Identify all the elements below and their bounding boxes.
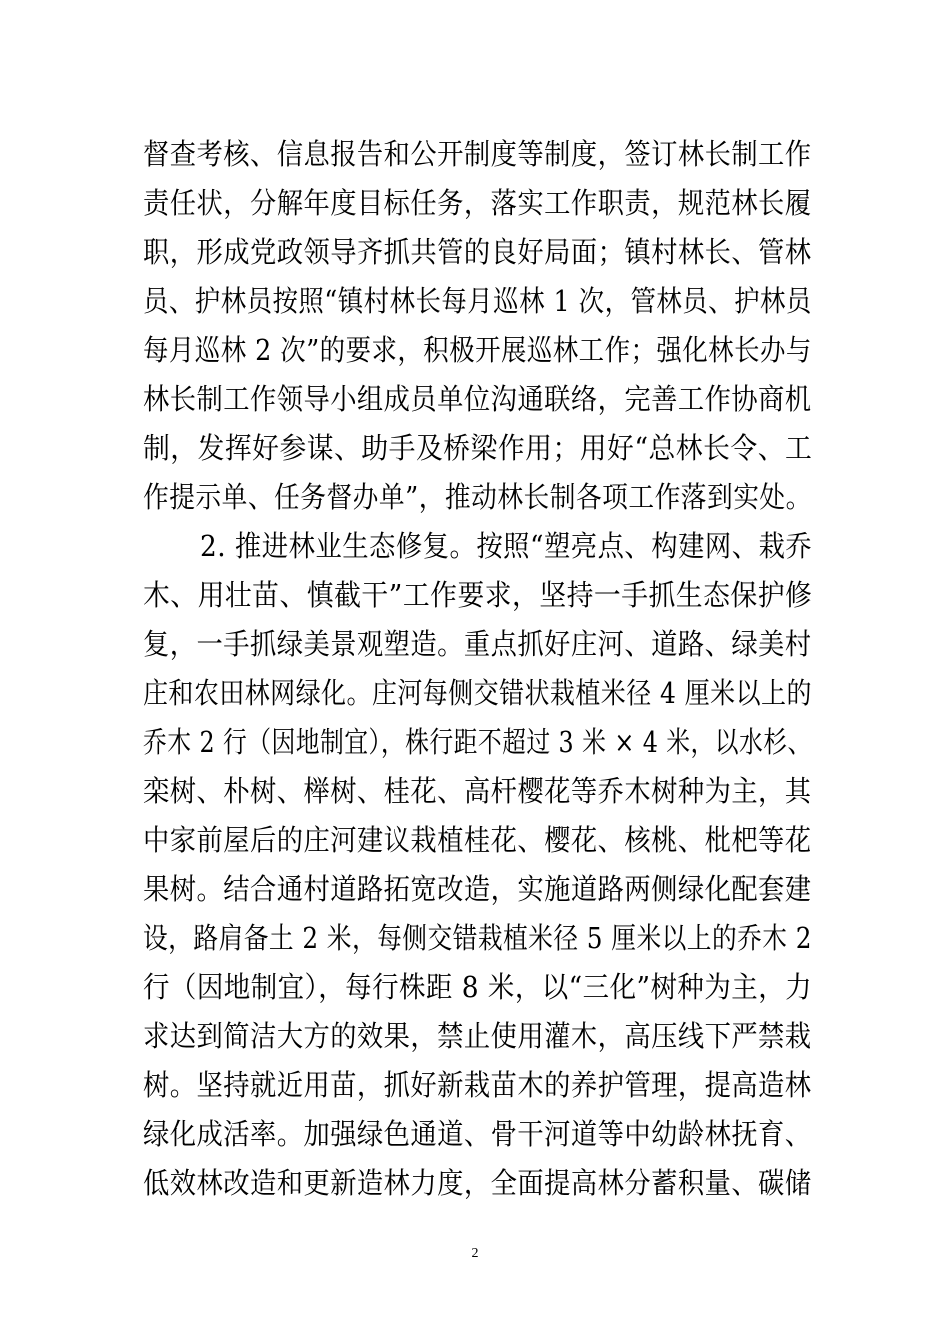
text-line: 职，形成党政领导齐抓共管的良好局面；镇村林长、管林 xyxy=(143,235,812,269)
text-line: 每月巡林 2 次”的要求，积极开展巡林工作；强化林长办与 xyxy=(143,333,812,367)
text-line: 果树。结合通村道路拓宽改造，实施道路两侧绿化配套建 xyxy=(143,872,812,906)
text-line: 督查考核、信息报告和公开制度等制度，签订林长制工作 xyxy=(143,137,812,171)
text-line: 木、用壮苗、慎截干”工作要求，坚持一手抓生态保护修 xyxy=(143,578,813,612)
section-heading-line: 2. 推进林业生态修复。按照“塑亮点、构建网、栽乔 xyxy=(200,529,813,563)
text-line: 复，一手抓绿美景观塑造。重点抓好庄河、道路、绿美村 xyxy=(143,627,812,661)
text-line: 员、护林员按照“镇村林长每月巡林 1 次，管林员、护林员 xyxy=(143,284,812,318)
text-line: 求达到简洁大方的效果，禁止使用灌木，高压线下严禁栽 xyxy=(143,1019,812,1053)
text-line: 低效林改造和更新造林力度，全面提高林分蓄积量、碳储 xyxy=(143,1166,812,1200)
text-line: 庄和农田林网绿化。庄河每侧交错状栽植米径 4 厘米以上的 xyxy=(143,676,812,710)
text-line: 行（因地制宜），每行株距 8 米，以“三化”树种为主，力 xyxy=(143,970,813,1004)
text-line: 绿化成活率。加强绿色通道、骨干河道等中幼龄林抚育、 xyxy=(143,1117,812,1151)
text-line: 乔木 2 行（因地制宜），株行距不超过 3 米 × 4 米，以水杉、 xyxy=(143,725,812,759)
text-line: 树。坚持就近用苗，抓好新栽苗木的养护管理，提高造林 xyxy=(143,1068,812,1102)
text-line: 设，路肩备土 2 米，每侧交错栽植米径 5 厘米以上的乔木 2 xyxy=(143,921,812,955)
text-line: 栾树、朴树、榉树、桂花、高杆樱花等乔木树种为主，其 xyxy=(143,774,812,808)
text-line: 中家前屋后的庄河建议栽植桂花、樱花、核桃、枇杷等花 xyxy=(143,823,812,857)
page-number: 2 xyxy=(471,1246,479,1261)
text-line: 制，发挥好参谋、助手及桥梁作用；用好“总林长令、工 xyxy=(143,431,813,465)
text-line: 林长制工作领导小组成员单位沟通联络，完善工作协商机 xyxy=(143,382,812,416)
text-line: 作提示单、任务督办单”，推动林长制各项工作落到实处。 xyxy=(143,480,812,514)
text-line: 责任状，分解年度目标任务，落实工作职责，规范林长履 xyxy=(143,186,812,220)
